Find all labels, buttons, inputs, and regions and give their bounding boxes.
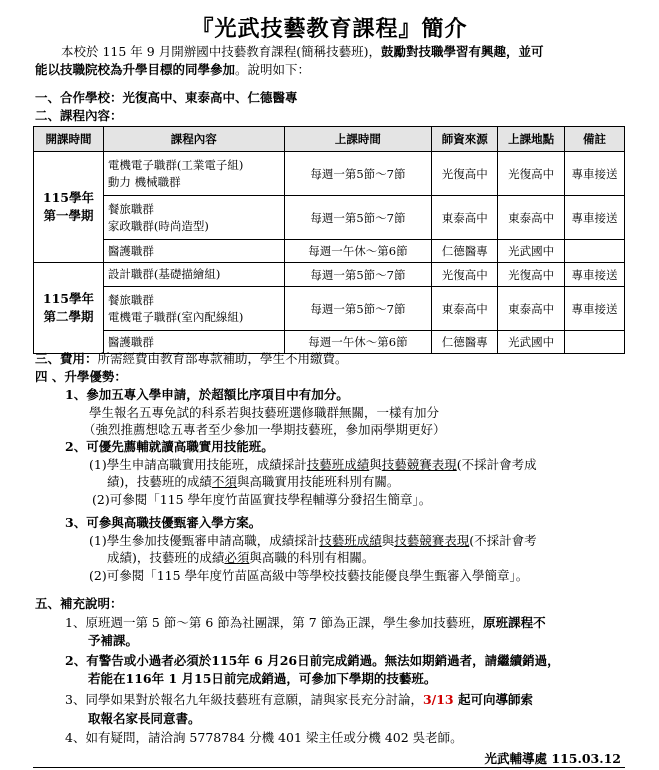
- header-place: 上課地點: [498, 127, 565, 152]
- intro-bold-text: 鼓勵對技職學習有興趣，並可: [380, 44, 544, 59]
- advantage-2-a-line-2: [107, 473, 399, 490]
- time-cell: 每週一第5節～7節: [284, 152, 432, 196]
- place-cell: 光復高中: [498, 263, 565, 287]
- time-cell: 每週一第5節～7節: [284, 287, 432, 331]
- underlined-text: 技藝競賽表現: [394, 533, 470, 548]
- header-time: 上課時間: [284, 127, 432, 152]
- note-cell: 專車接送: [565, 287, 625, 331]
- text: (不採計會考成: [456, 457, 537, 472]
- text: 1、原班週一第 5 節～第 6 節為社團課，第 7 節為正課，學生參加技藝班，: [65, 615, 484, 630]
- highlight-date: 3/13: [422, 692, 454, 707]
- semester-1-cell: [34, 152, 104, 263]
- text: 績)，技藝班的成績: [107, 474, 212, 489]
- advantage-1-title: 1、參加五專入學申請，於超額比序項目中有加分。: [65, 387, 349, 402]
- intro-line-2: [35, 61, 310, 78]
- advantage-2-title: 2、可優先薦輔就讀高職實用技能班。: [65, 439, 274, 454]
- table-row: [34, 240, 625, 263]
- section-2-heading: 二、課程內容：: [35, 108, 123, 123]
- header-note: 備註: [565, 127, 625, 152]
- header-course: 課程內容: [103, 127, 284, 152]
- note-cell: [565, 240, 625, 263]
- advantage-1-line-1: 學生報名五專免試的科系若與技藝班選修職群無關，一樣有加分: [89, 405, 440, 420]
- place-cell: 光武國中: [498, 240, 565, 263]
- text: 與: [381, 533, 395, 548]
- teacher-cell: 東泰高中: [432, 287, 498, 331]
- course-name: 電機電子職群(工業電子組): [107, 157, 244, 172]
- header-teacher: 師資來源: [432, 127, 498, 152]
- note-2-line-1: 2、有警告或小過者必須於115年 6 月26日前完成銷過。無法如期銷過者，請繼續銷過，: [65, 653, 560, 668]
- place-cell: 光復高中: [498, 152, 565, 196]
- underlined-text: 技藝班成績: [319, 533, 382, 548]
- table-row: [34, 196, 625, 240]
- teacher-cell: 光復高中: [432, 152, 498, 196]
- course-name: 餐旅職群: [107, 292, 154, 307]
- course-cell: [103, 196, 284, 240]
- teacher-cell: 仁德醫專: [432, 240, 498, 263]
- course-name: 家政職群(時尚造型): [107, 218, 209, 233]
- intro-text: 本校於 115 年 9 月開辦國中技藝教育課程(簡稱技藝班)，: [61, 44, 381, 59]
- text: 成績)，技藝班的成績: [107, 550, 225, 565]
- advantage-3-title: 3、可參與高職技優甄審入學方案。: [65, 515, 262, 530]
- underlined-text: 不須: [211, 474, 237, 489]
- intro-line-1: [61, 43, 543, 60]
- note-4-contact: 4、如有疑問，請洽詢 5778784 分機 401 梁主任或分機 402 吳老師。: [65, 730, 463, 745]
- bold-text: 原班課程不: [483, 615, 546, 630]
- advantage-3-a-line-2: [107, 549, 374, 566]
- text: (1)學生申請高職實用技能班，成績採計: [89, 457, 307, 472]
- table-row: [34, 287, 625, 331]
- teacher-cell: 東泰高中: [432, 196, 498, 240]
- course-table: [33, 126, 625, 354]
- time-cell: 每週一第5節～7節: [284, 263, 432, 287]
- underlined-text: 技藝競賽表現: [381, 457, 457, 472]
- semester-1-label: 115學年 第一學期: [42, 190, 94, 223]
- footer-rule: [33, 767, 625, 768]
- note-1-line-2: 予補課。: [88, 633, 139, 648]
- place-cell: 東泰高中: [498, 287, 565, 331]
- place-cell: 光武國中: [498, 331, 565, 354]
- place-cell: 東泰高中: [498, 196, 565, 240]
- footer-signature: 光武輔導處 115.03.12: [484, 751, 621, 766]
- section-3-label: 三、費用：: [35, 351, 98, 366]
- note-3-line-2: 取報名家長同意書。: [88, 711, 201, 726]
- course-cell: 設計職群(基礎描繪組): [103, 263, 284, 287]
- text: (1)學生參加技優甄審申請高職，成績採計: [89, 533, 320, 548]
- table-row: [34, 152, 625, 196]
- advantage-3-b: (2)可參閱「115 學年度竹苗區高級中等學校技藝技能優良學生甄審入學簡章」。: [89, 568, 529, 583]
- text: 與: [369, 457, 382, 472]
- note-cell: 專車接送: [565, 263, 625, 287]
- course-cell: 醫護職群: [103, 240, 284, 263]
- intro-bold-text-2: 能以技職院校為升學目標的同學參加: [35, 62, 236, 77]
- text: 與高職實用技能班科別有關。: [236, 474, 400, 489]
- course-cell: 醫護職群: [103, 331, 284, 354]
- course-name: 餐旅職群: [107, 201, 154, 216]
- semester-2-cell: [34, 263, 104, 354]
- advantage-1-line-2: （強烈推薦想唸五專者至少參加一學期技藝班，參加兩學期更好）: [83, 422, 446, 437]
- table-header-row: [34, 127, 625, 152]
- text: (不採計會考: [469, 533, 537, 548]
- note-cell: [565, 331, 625, 354]
- course-cell: [103, 287, 284, 331]
- teacher-cell: 光復高中: [432, 263, 498, 287]
- table-row: [34, 263, 625, 287]
- course-name: 動力 機械職群: [107, 174, 181, 189]
- section-3-text: 所需經費由教育部專款補助，學生不用繳費。: [97, 351, 348, 366]
- teacher-cell: 仁德醫專: [432, 331, 498, 354]
- time-cell: 每週一午休～第6節: [284, 240, 432, 263]
- advantage-2-b: (2)可參閱「115 學年度竹苗區實技學程輔導分發招生簡章」。: [92, 492, 432, 507]
- section-1-partner-schools: 一、合作學校：光復高中、東泰高中、仁德醫專: [35, 90, 298, 105]
- section-3-fees: [35, 350, 348, 367]
- header-semester: 開課時間: [34, 127, 104, 152]
- section-5-heading: 五、補充說明：: [35, 596, 123, 611]
- page-title: 『光武技藝教育課程』簡介: [191, 16, 468, 42]
- note-cell: 專車接送: [565, 152, 625, 196]
- note-cell: 專車接送: [565, 196, 625, 240]
- time-cell: 每週一第5節～7節: [284, 196, 432, 240]
- bold-text: 起可向導師索: [453, 692, 533, 707]
- note-2-line-2: 若能在116年 1 月15日前完成銷過，可參加下學期的技藝班。: [88, 671, 437, 686]
- note-1-line-1: [65, 614, 546, 631]
- text: 與高職的科別有相關。: [249, 550, 375, 565]
- underlined-text: 技藝班成績: [306, 457, 370, 472]
- advantage-3-a-line-1: [89, 532, 537, 549]
- section-4-heading: 四 、升學優勢：: [35, 369, 127, 384]
- time-cell: 每週一午休～第6節: [284, 331, 432, 354]
- intro-text-2: 。說明如下：: [235, 62, 311, 77]
- note-3-line-1: [65, 691, 533, 708]
- underlined-text: 必須: [224, 550, 250, 565]
- semester-2-label: 115學年 第二學期: [42, 291, 94, 324]
- text: 3、同學如果對於報名九年級技藝班有意願，請與家長充分討論，: [65, 692, 423, 707]
- course-cell: [103, 152, 284, 196]
- course-name: 電機電子職群(室內配線組): [107, 309, 244, 324]
- advantage-2-a-line-1: [89, 456, 537, 473]
